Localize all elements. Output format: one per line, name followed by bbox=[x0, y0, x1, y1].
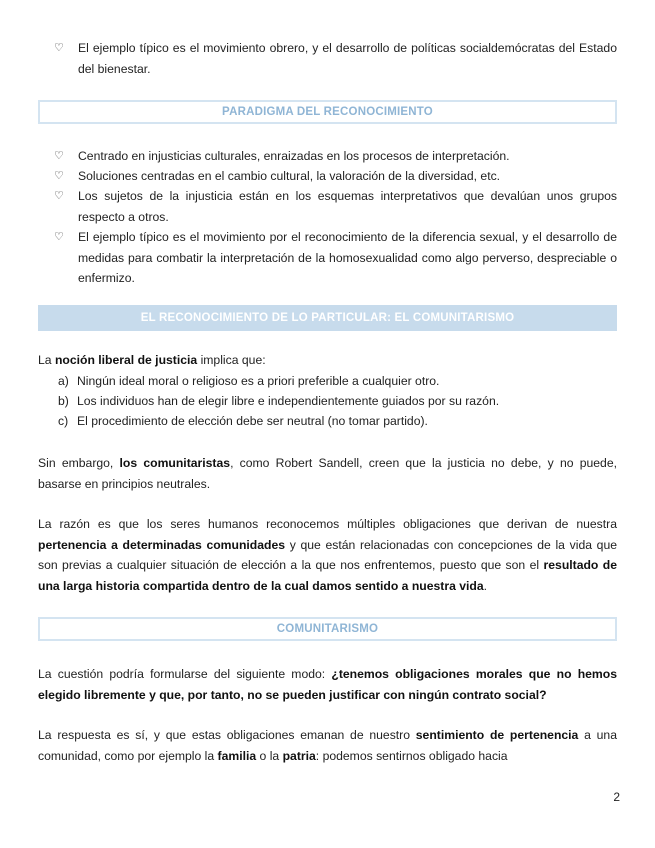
list-text: Los individuos han de elegir libre e independientemente guiados por su razón. bbox=[77, 394, 500, 408]
bullet-text: Centrado en injusticias culturales, enraizadas en los procesos de interpretación. bbox=[78, 149, 510, 163]
bold-term: ¿tenemos obligaciones morales que no hemos elegido libremente y que, por tanto, no se pueden justificar con ningún contrato social? bbox=[38, 667, 617, 702]
list-item bbox=[58, 391, 617, 412]
text-run: : podemos sentirnos obligado hacia bbox=[315, 748, 508, 763]
bold-term: noción liberal de justicia bbox=[54, 353, 198, 367]
heart-bullet-icon: ♡ bbox=[54, 190, 64, 202]
bullet-text: El ejemplo típico es el movimiento por el reconocimiento de la diferencia sexual, y el desarrollo de medidas para combatir la interpretación de la homosexualidad como algo perverso, despreciable o enfermizo. bbox=[78, 230, 617, 285]
bold-term: sentimiento de pertenencia bbox=[415, 728, 579, 742]
list-text: Ningún ideal moral o religioso es a priori preferible a cualquier otro. bbox=[77, 374, 440, 388]
list-marker: a) bbox=[58, 374, 69, 388]
bold-term: resultado de una larga historia compartida dentro de la cual damos sentido a nuestra vida bbox=[38, 558, 618, 593]
text-run: , como Robert Sandell, creen que la justicia no debe, y no puede, basarse en principios neutrales. bbox=[38, 456, 617, 491]
section-heading-comunitarismo-particular: EL RECONOCIMIENTO DE LO PARTICULAR: EL COMUNITARISMO bbox=[38, 305, 617, 331]
text-run: La razón es que los seres humanos reconocemos múltiples obligaciones que derivan de nuestra bbox=[38, 517, 617, 531]
section-heading-paradigma-reconocimiento: PARADIGMA DEL RECONOCIMIENTO bbox=[38, 100, 617, 124]
bullet-text: El ejemplo típico es el movimiento obrero, y el desarrollo de políticas socialdemócratas del Estado del bienestar. bbox=[78, 41, 617, 76]
bullet-item bbox=[54, 186, 617, 227]
sandell-paragraph bbox=[38, 453, 617, 494]
razon-paragraph bbox=[38, 514, 617, 596]
bold-term: patria bbox=[282, 748, 316, 763]
bullet-item bbox=[54, 38, 617, 79]
list-marker: c) bbox=[58, 414, 69, 428]
text-run: . bbox=[483, 578, 488, 593]
text-run: implica que: bbox=[197, 353, 266, 367]
text-run: a una comunidad, como por ejemplo la bbox=[38, 728, 617, 763]
respuesta-paragraph bbox=[38, 725, 617, 766]
list-marker: b) bbox=[58, 394, 69, 408]
heart-bullet-icon: ♡ bbox=[54, 170, 64, 182]
text-run: o la bbox=[256, 748, 283, 763]
page-number: 2 bbox=[613, 790, 620, 804]
list-text: El procedimiento de elección debe ser neutral (no tomar partido). bbox=[77, 414, 428, 428]
bullet-item bbox=[54, 146, 617, 167]
bullet-item bbox=[54, 166, 617, 187]
heart-bullet-icon: ♡ bbox=[54, 42, 64, 54]
bold-term: pertenencia a determinadas comunidades bbox=[38, 537, 286, 552]
list-item bbox=[58, 411, 617, 432]
text-run: y que están relacionadas con concepciones de la vida que son previas a cualquier situación de elección a la que nos enfrentemos, puesto que son el bbox=[38, 537, 618, 572]
list-item bbox=[58, 371, 617, 392]
text-run: La respuesta es sí, y que estas obligaciones emanan de nuestro bbox=[38, 728, 416, 742]
text-run: La cuestión podría formularse del siguiente modo: bbox=[38, 667, 332, 681]
liberal-intro-paragraph bbox=[38, 350, 617, 371]
cuestion-paragraph bbox=[38, 664, 617, 705]
heart-bullet-icon: ♡ bbox=[54, 231, 64, 243]
text-run: Sin embargo, bbox=[38, 456, 120, 470]
bullet-item bbox=[54, 227, 617, 289]
bullet-text: Los sujetos de la injusticia están en los esquemas interpretativos que devalúan unos grupos respecto a otros. bbox=[78, 189, 617, 224]
section-heading-comunitarismo: COMUNITARISMO bbox=[38, 617, 617, 641]
bold-term: los comunitaristas bbox=[119, 456, 231, 470]
bold-term: familia bbox=[217, 748, 257, 763]
heart-bullet-icon: ♡ bbox=[54, 150, 64, 162]
bullet-text: Soluciones centradas en el cambio cultural, la valoración de la diversidad, etc. bbox=[78, 169, 501, 183]
text-run: La bbox=[38, 353, 55, 367]
